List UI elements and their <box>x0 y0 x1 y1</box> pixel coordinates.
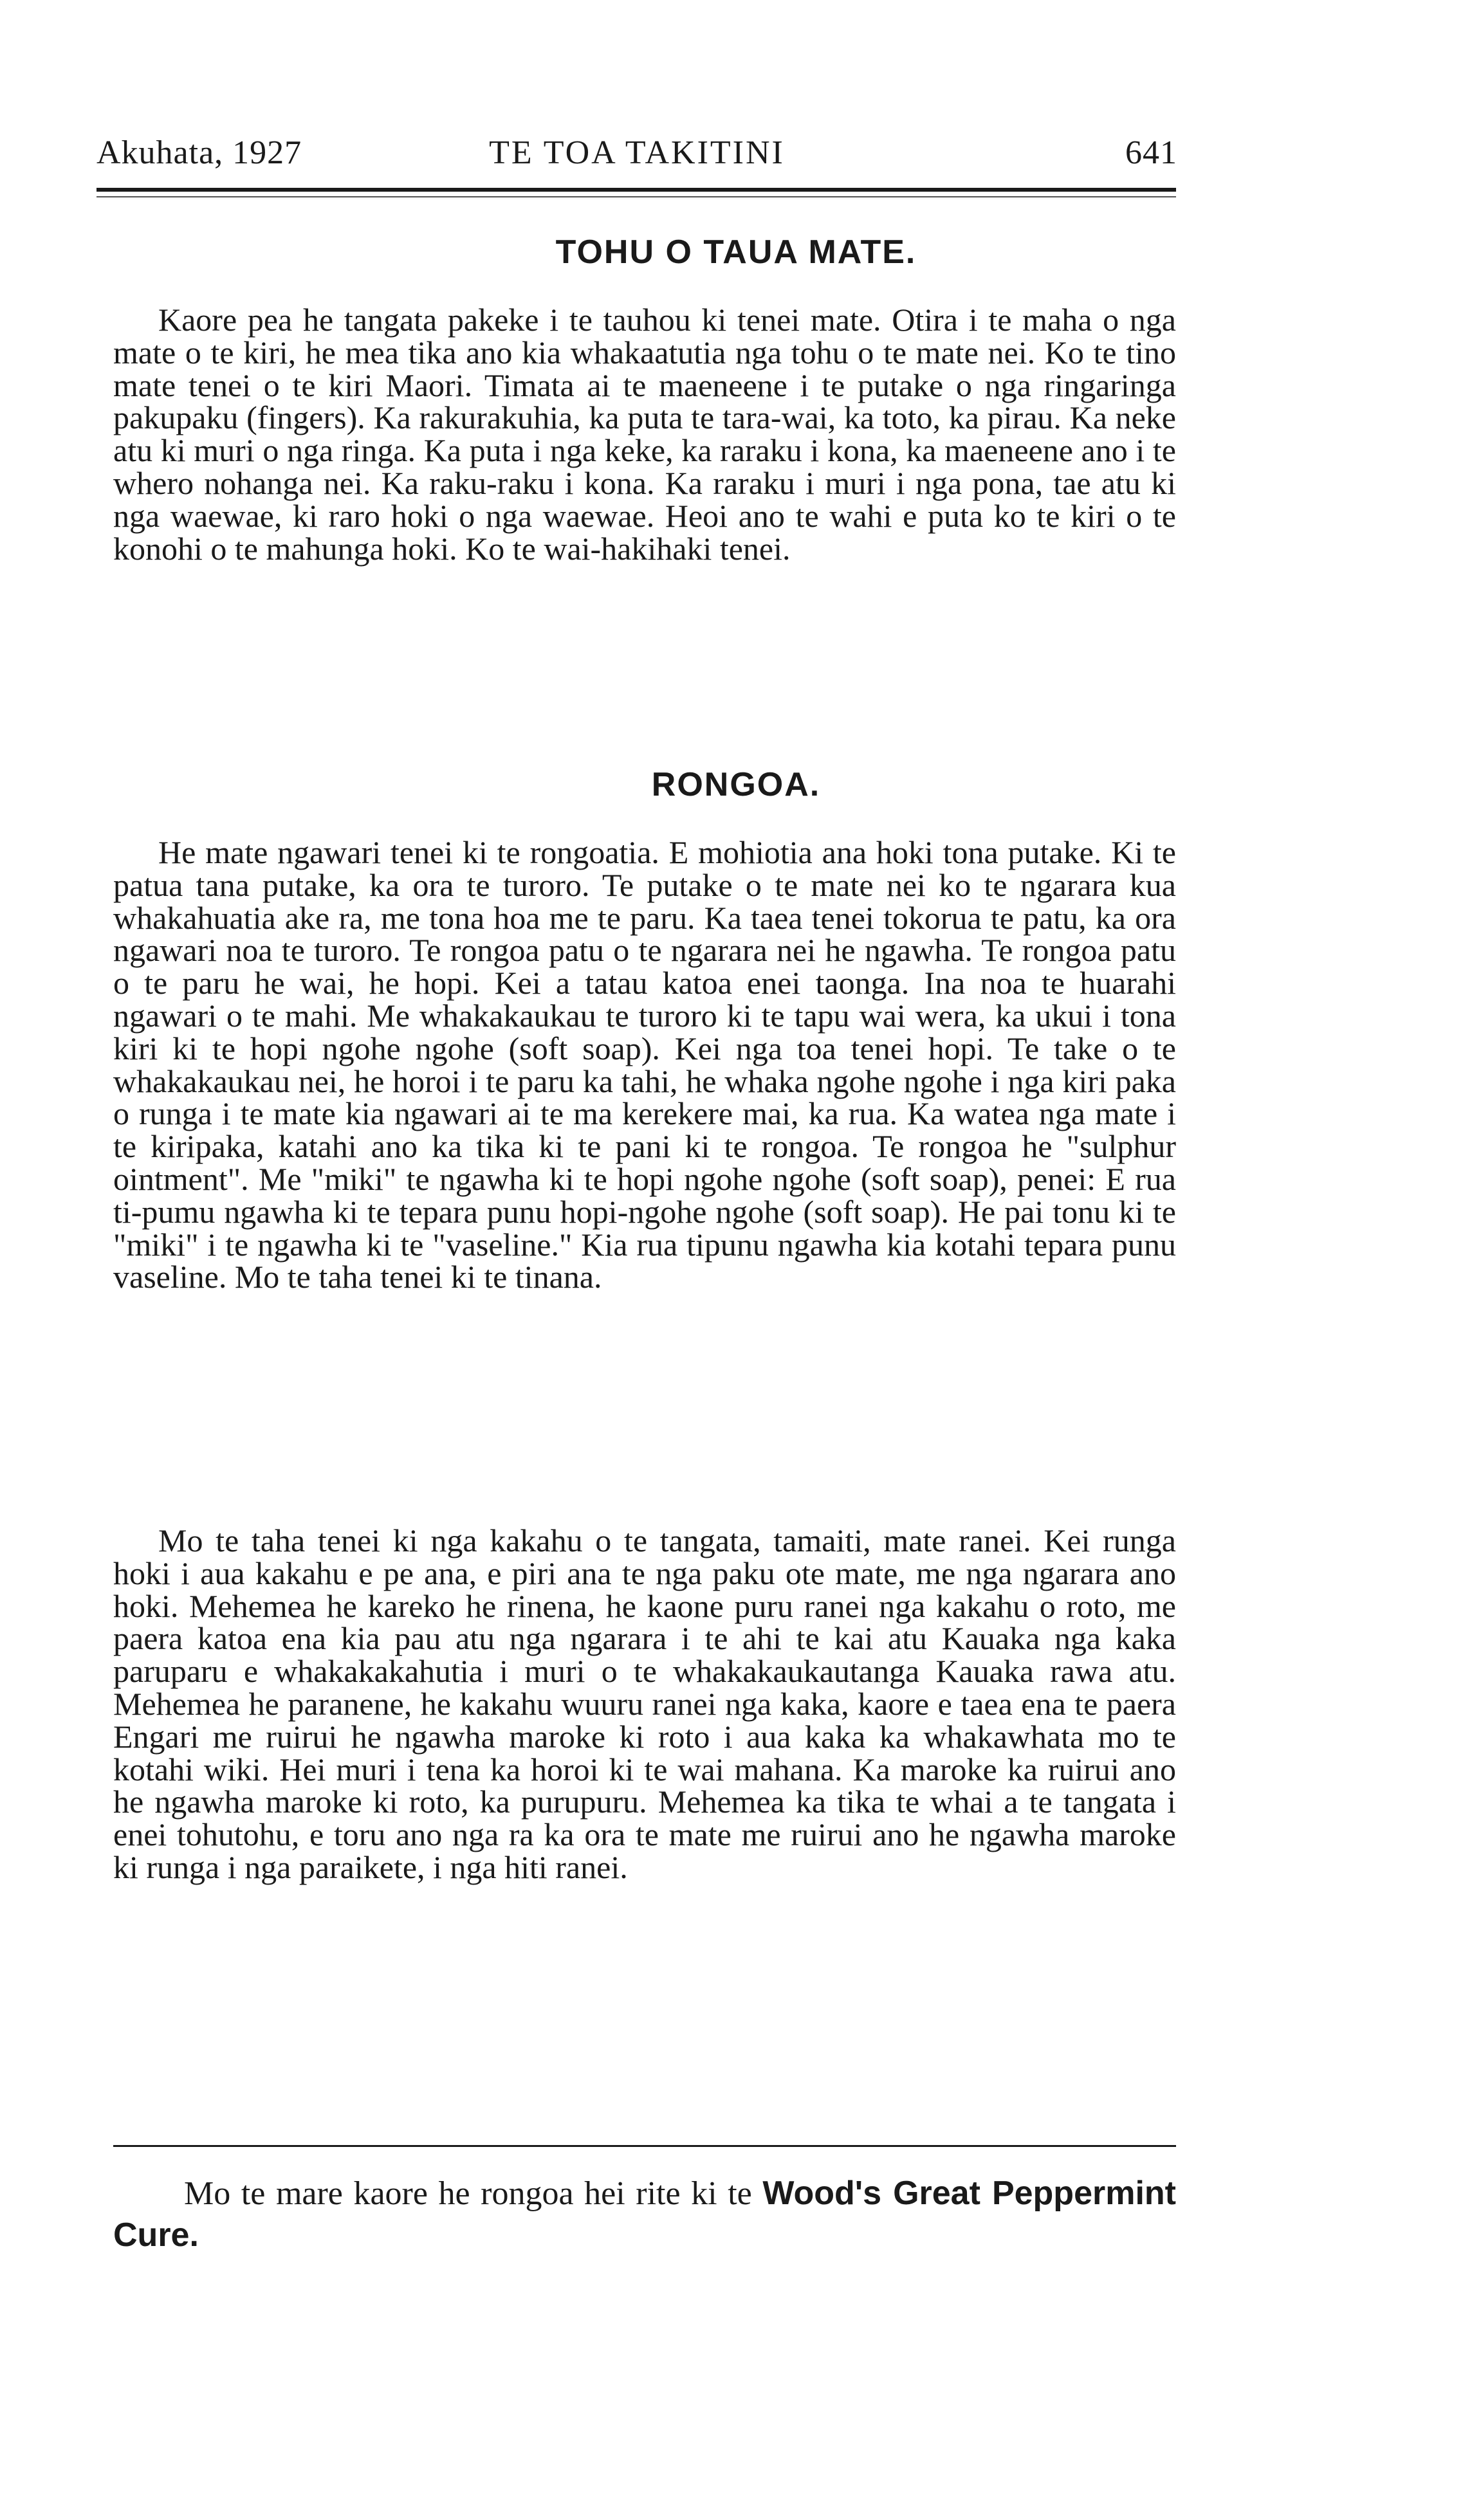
advertisement-text: Mo te mare kaore he rongoa hei rite ki te <box>184 2175 763 2212</box>
advertisement-note <box>113 2173 1176 2256</box>
section-heading-remedy: RONGOA. <box>651 766 821 803</box>
page-number: 641 <box>1125 134 1177 171</box>
header-rule-thick <box>97 188 1176 192</box>
advertisement-brand: Wood's Great Peppermint Cure. <box>113 2175 1176 2254</box>
page-header <box>97 134 1177 179</box>
header-rule-thin <box>97 196 1176 197</box>
issue-date: Akuhata, 1927 <box>97 134 302 171</box>
remedy-paragraph-2: Mo te taha tenei ki nga kakahu o te tangata, tamaiti, mate ranei. Kei runga hoki i aua kakahu e pe ana, e piri ana te nga paku ote mate, me nga ngarara ano hoki. Mehemea he kareko he rinena, he kaone puru ranei nga kakahu o roto, me paera katoa ena kia pau atu nga ngarara i te ahi te kai atu Kauaka nga kaka paruparu e whakakakahutia i muri o te whakakaukautanga Kauaka rawa atu. Mehemea he paranene, he kakahu wuuru ranei nga kaka, kaore e taea ena te paera Engari me ruirui he ngawha maroke ki roto i aua kaka ka whakawhata mo te kotahi wiki. Hei muri i tena ka horoi ki te wai mahana. Ka maroke ka ruirui ano he ngawha maroke ki roto, ka purupuru. Mehemea ka tika te whai a te tangata i enei tohutohu, e toru ano nga ra ka ora te mate me ruirui ano he ngawha maroke ki runga i nga paraikete, i nga hiti ranei. <box>113 1522 1176 1885</box>
footer-divider <box>113 2145 1176 2147</box>
remedy-paragraph-1: He mate ngawari tenei ki te rongoatia. E mohiotia ana hoki tona putake. Ki te patua tana putake, ka ora te turoro. Te putake o te mate nei ko te ngarara kua whakahuatia ake ra, me tona hoa me te paru. Ka taea tenei tokorua te patu, ka ora ngawari noa te turoro. Te rongoa patu o te ngarara nei he ngawha. Te rongoa patu o te paru he wai, he hopi. Kei a tatau katoa enei taonga. Ina noa te huarahi ngawari o te mahi. Me whakakaukau te turoro ki te tapu wai wera, ka ukui i tona kiri ki te hopi ngohe ngohe (soft soap). Kei nga toa tenei hopi. Te take o te whakakaukau nei, he horoi i te paru ka tahi, he whaka ngohe ngohe i nga kiri paka o runga i te mate kia ngawari ai te ma kerekere mai, ka rua. Ka watea nga mate i te kiripaka, katahi ano ka tika ki te pani ki te rongoa. Te rongoa he "sulphur ointment". Me "miki" te ngawha ki te hopi ngohe ngohe (soft soap), penei: E rua ti-pumu ngawha ki te tepara punu hopi-ngohe ngohe (soft soap). He pai tonu ki te "miki" i te ngawha ki te "vaseline." Kia rua tipunu ngawha kia kotahi tepara punu vaseline. Mo te taha tenei ki te tinana. <box>113 834 1176 1295</box>
symptoms-paragraph: Kaore pea he tangata pakeke i te tauhou ki tenei mate. Otira i te maha o nga mate o te kiri, he mea tika ano kia whakaatutia nga tohu o te mate nei. Ko te tino mate tenei o te kiri Maori. Timata ai te maeneene i te putake o nga ringaringa pakupaku (fingers). Ka rakurakuhia, ka puta te tara-wai, ka toto, ka pirau. Ka neke atu ki muri o nga ringa. Ka puta i nga keke, ka raraku i kona, ka maeneene ano i te whero nohanga nei. Ka raku-raku i kona. Ka raraku i muri i nga pona, tae atu ki nga waewae, ki raro hoki o nga waewae. Heoi ano te wahi e puta ko te kiri o te konohi o te mahunga hoki. Ko te wai-hakihaki tenei. <box>113 302 1176 567</box>
section-heading-symptoms: TOHU O TAUA MATE. <box>555 233 917 271</box>
publication-title: TE TOA TAKITINI <box>489 134 785 171</box>
